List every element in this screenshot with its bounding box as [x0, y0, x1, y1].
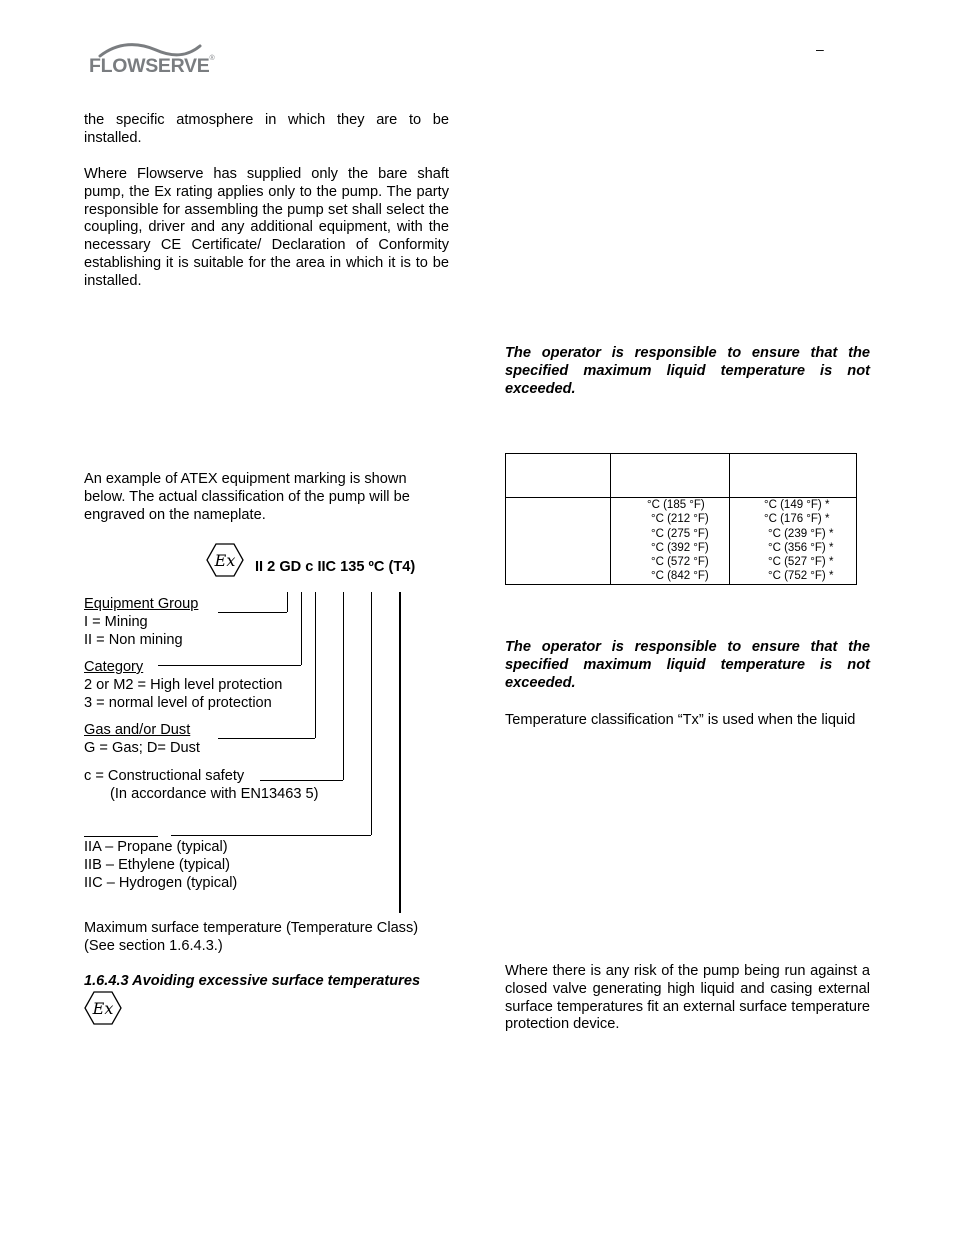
paragraph-atmosphere-text: the specific atmosphere in which they are to be installed.: [84, 112, 449, 146]
logo-text: FLOWSERVE: [89, 55, 210, 77]
category-block: [84, 658, 282, 712]
connector-gas-h: [218, 738, 315, 739]
paragraph-bare-shaft-text: Where Flowserve has supplied only the bare shaft pump, the Ex rating applies only to the pump. The party responsible for assembling the pump set shall select the coupling, driver and any additional equipment, with the necessary CE Certificate/ Declaration of Conformity establishing it is suitable for the area in which it is to be installed.: [84, 166, 449, 289]
table-row: [506, 498, 857, 585]
category-line2: 3 = normal level of protection: [84, 695, 272, 711]
table-cell-line: °C (176 °F) *: [764, 513, 830, 526]
connector-gas-v: [315, 592, 316, 738]
max-surface-block: [84, 919, 418, 955]
table-cell-line: °C (392 °F): [651, 541, 709, 554]
equipment-group-heading: Equipment Group: [84, 596, 199, 612]
ex-hexagon-icon: [84, 991, 122, 1025]
paragraph-atmosphere: [84, 112, 449, 148]
connector-category-h: [158, 665, 301, 666]
tx-classification-text: Temperature classification “Tx” is used when the liquid: [505, 712, 856, 728]
paragraph-atex-example: [84, 471, 449, 524]
connector-equipment-v: [287, 592, 288, 612]
connector-gasgroup-h2: [171, 835, 371, 836]
table-cell-line: °C (527 °F) *: [768, 556, 834, 569]
ex-hexagon-icon: [206, 543, 244, 577]
paragraph-closed-valve-risk: [505, 963, 870, 1034]
table-header-cell: [611, 454, 730, 498]
table-header-row: [506, 454, 857, 498]
category-heading: Category: [84, 659, 144, 675]
max-surface-line2: (See section 1.6.4.3.): [84, 938, 223, 954]
gas-group-block: [84, 838, 237, 892]
gas-dust-block: [84, 721, 200, 757]
table-cell-class: [506, 498, 611, 585]
section-heading: 1.6.4.3 Avoiding excessive surface temperatures: [84, 973, 421, 989]
category-line1: 2 or M2 = High level protection: [84, 677, 283, 693]
gas-group-line1: IIA – Propane (typical): [84, 839, 228, 855]
atex-marking: II 2 GD c IIC 135 ºC (T4): [255, 559, 416, 575]
connector-construction-v: [343, 592, 344, 780]
table-cell-line: °C (356 °F) *: [768, 541, 834, 554]
warning-liquid-temperature-2: [505, 639, 870, 692]
construction-block: [84, 767, 318, 803]
equipment-group-line2: II = Non mining: [84, 632, 183, 648]
paragraph-closed-valve-risk-text: Where there is any risk of the pump being run against a closed valve generating high liquid and casing external surface temperatures fit an external surface temperature protection device.: [505, 963, 870, 1033]
gas-dust-line1: G = Gas; D= Dust: [84, 740, 200, 756]
warning-1-text: The operator is responsible to ensure that the specified maximum liquid temperature is not exceeded.: [505, 345, 870, 397]
table-cell-max-surface: [611, 498, 730, 585]
paragraph-bare-shaft: [84, 166, 449, 291]
table-cell-line: °C (842 °F): [651, 570, 709, 583]
connector-equipment-h: [218, 612, 287, 613]
table-cell-line: °C (212 °F): [651, 513, 709, 526]
connector-construction-h: [260, 780, 343, 781]
table-cell-line: °C (752 °F) *: [768, 570, 834, 583]
temperature-table: [505, 453, 857, 585]
table-cell-line: °C (275 °F): [651, 527, 709, 540]
header-dash: –: [816, 41, 824, 57]
paragraph-atex-example-text: An example of ATEX equipment marking is shown below. The actual classification of the pump will be engraved on the nameplate.: [84, 471, 410, 523]
equipment-group-line1: I = Mining: [84, 614, 148, 630]
table-cell-line: °C (185 °F): [647, 499, 705, 511]
table-header-cell: [506, 454, 611, 498]
table-cell-line: °C (239 °F) *: [768, 527, 834, 540]
gas-dust-heading: Gas and/or Dust: [84, 722, 191, 738]
equipment-group-block: [84, 595, 198, 649]
registered-mark: ®: [209, 55, 215, 62]
max-surface-line1: Maximum surface temperature (Temperature Class): [84, 920, 419, 936]
warning-2-text: The operator is responsible to ensure that the specified maximum liquid temperature is not exceeded.: [505, 639, 870, 691]
connector-gasgroup-v: [371, 592, 372, 835]
connector-category-v: [301, 592, 302, 665]
ex-symbol-text: Ex: [214, 551, 236, 570]
construction-line2: (In accordance with EN13463 5): [110, 786, 319, 802]
table-header-cell: [730, 454, 857, 498]
table-cell-line: °C (572 °F): [651, 556, 709, 569]
gas-group-line2: IIB – Ethylene (typical): [84, 857, 231, 873]
ex-symbol-text-2: Ex: [92, 999, 114, 1018]
warning-liquid-temperature-1: [505, 345, 870, 398]
connector-temperature-v: [399, 592, 401, 913]
construction-line1: c = Constructional safety: [84, 768, 245, 784]
gas-group-line3: IIC – Hydrogen (typical): [84, 875, 238, 891]
table-cell-line: °C (149 °F) *: [764, 499, 830, 511]
flowserve-logo: [89, 55, 214, 78]
connector-gasgroup-h1: [84, 836, 158, 837]
table-cell-liquid-limit: [730, 498, 857, 585]
